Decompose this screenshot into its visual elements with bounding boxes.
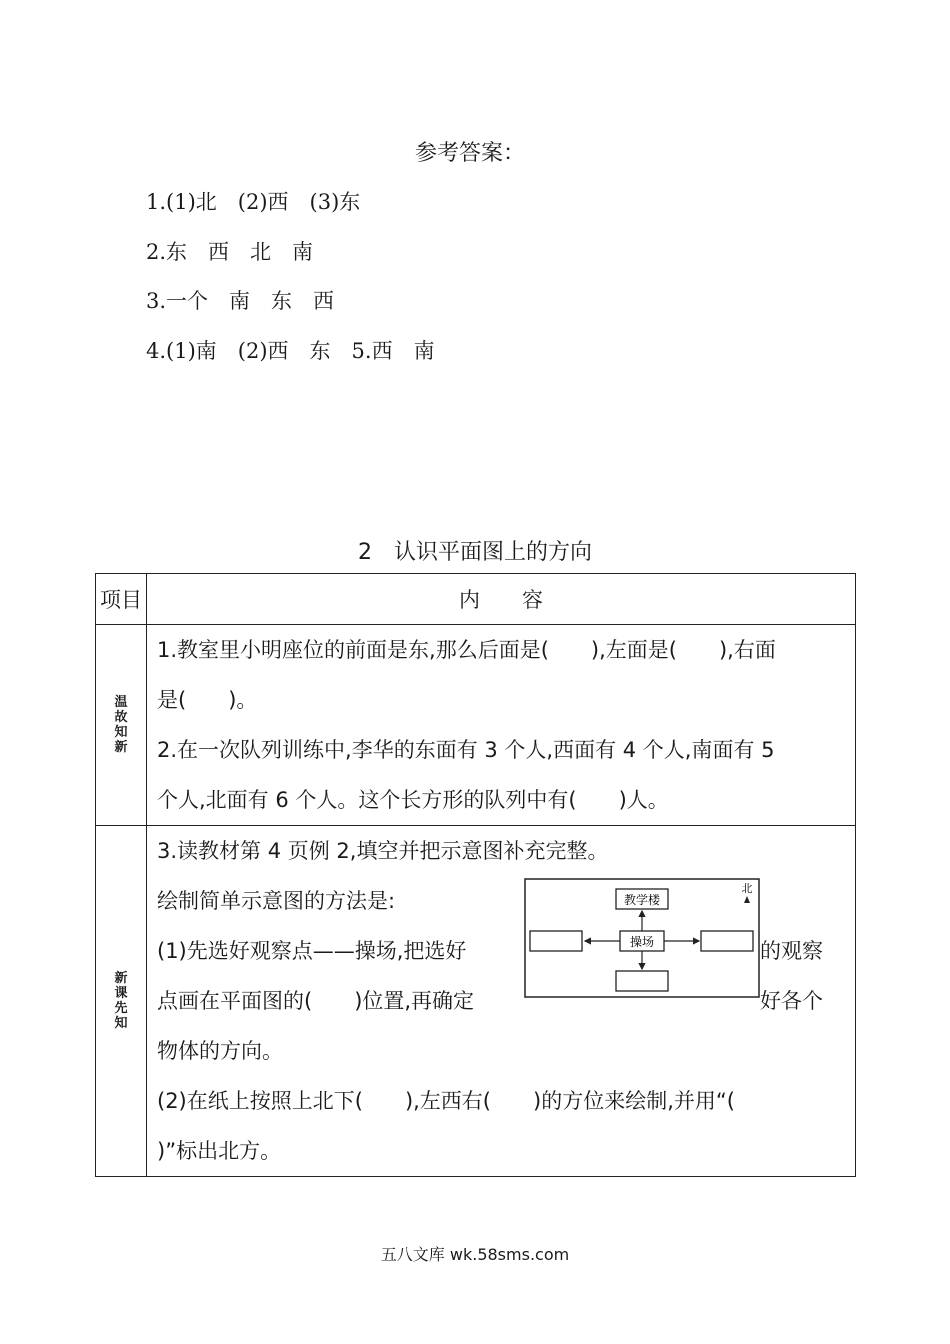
step-1-line-2-left: 点画在平面图的( )位置,再确定	[157, 989, 475, 1013]
header-item: 项目	[96, 574, 147, 625]
label-char: 先	[114, 1001, 128, 1016]
label-char: 温	[114, 695, 128, 710]
north-label: 北	[741, 882, 753, 895]
question-2-line-1: 2.在一次队列训练中,李华的东面有 3 个人,西面有 4 个人,南面有 5	[157, 738, 775, 762]
question-3-line: 3.读教材第 4 页例 2,填空并把示意图补充完整。	[157, 839, 609, 863]
right-blank-box	[701, 931, 753, 951]
step-1-line-1-left: (1)先选好观察点——操场,把选好	[157, 939, 467, 963]
school-sketch-diagram	[524, 878, 760, 998]
header-content: 内 容	[147, 574, 856, 625]
row-content-preview	[147, 826, 856, 1177]
left-blank-box	[530, 931, 582, 951]
method-line: 绘制简单示意图的方法是:	[157, 889, 396, 913]
answer-line-1: 1.(1)北 (2)西 (3)东	[146, 190, 361, 214]
question-1-line-2: 是( )。	[157, 688, 258, 712]
label-char: 新	[114, 740, 128, 755]
answer-line-2: 2.东 西 北 南	[146, 240, 314, 264]
center-box-label: 操场	[629, 935, 655, 949]
answer-line-4: 4.(1)南 (2)西 东 5.西 南	[146, 339, 435, 363]
bottom-blank-box	[616, 971, 668, 991]
table-header-row	[96, 574, 856, 625]
label-char: 课	[114, 986, 128, 1001]
row-label-preview	[96, 826, 147, 1177]
footer-watermark: 五八文库 wk.58sms.com	[380, 1245, 570, 1264]
answers-title: 参考答案：	[414, 141, 525, 166]
step-1-line-3: 物体的方向。	[157, 1039, 283, 1063]
step-2-line-1: (2)在纸上按照上北下( ),左西右( )的方位来绘制,并用“(	[157, 1089, 735, 1113]
step-1-line-2-right: 好各个	[760, 989, 823, 1013]
label-char: 知	[114, 725, 128, 740]
lesson-table	[95, 573, 856, 1177]
section-title: 2 认识平面图上的方向	[358, 540, 592, 565]
label-char: 故	[114, 710, 128, 725]
question-1-line-1: 1.教室里小明座位的前面是东,那么后面是( ),左面是( ),右面	[157, 638, 776, 662]
answer-line-3: 3.一个 南 东 西	[146, 289, 335, 313]
row-label-review	[96, 625, 147, 826]
label-char: 新	[114, 971, 128, 986]
question-2-line-2: 个人,北面有 6 个人。这个长方形的队列中有( )人。	[157, 788, 669, 812]
label-char: 知	[114, 1016, 128, 1031]
step-2-line-2: )”标出北方。	[157, 1139, 282, 1163]
top-box-label: 教学楼	[623, 893, 661, 907]
row-content-review	[147, 625, 856, 826]
table-row	[96, 826, 856, 1177]
step-1-line-1-right: 的观察	[760, 939, 823, 963]
table-row	[96, 625, 856, 826]
